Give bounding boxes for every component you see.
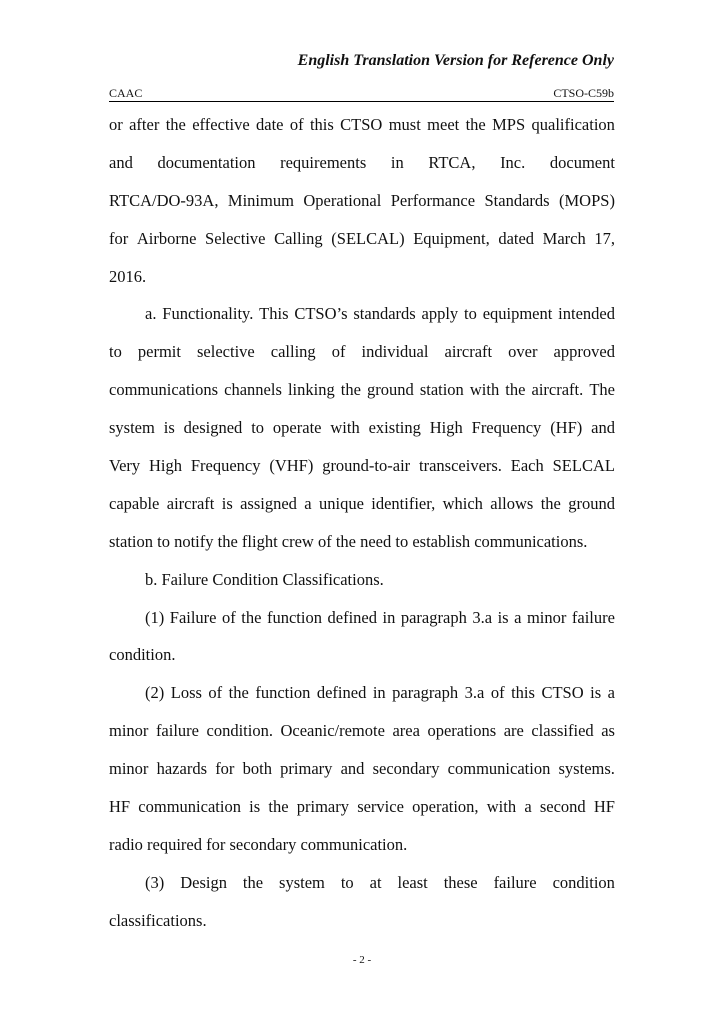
word: This [259, 304, 289, 324]
word: selective [197, 342, 255, 362]
text-line: station to notify the flight crew of the need to establish communications. [109, 531, 588, 551]
word: Frequency [190, 456, 261, 476]
word: secondary [372, 759, 440, 779]
word: to [340, 872, 354, 892]
page-number: - 2 - [352, 954, 372, 966]
word: classified [531, 721, 594, 741]
word: a [524, 797, 532, 817]
word: individual [361, 342, 429, 362]
word: are [503, 721, 524, 741]
word: equipment [482, 304, 553, 324]
word: Operational [303, 190, 382, 210]
word: March [542, 228, 586, 248]
word: of [222, 607, 236, 627]
word: capable [109, 493, 160, 513]
word: aircraft [166, 493, 215, 513]
word: date [256, 115, 284, 134]
word: permit [137, 342, 181, 362]
word: aircraft. [531, 380, 584, 400]
word: HF [593, 797, 615, 817]
word: in [390, 152, 404, 172]
word: to [464, 304, 477, 324]
text-line [109, 226, 615, 264]
word: as [601, 721, 615, 741]
word: area [392, 721, 420, 741]
word: and [340, 759, 365, 779]
word: designed [183, 418, 243, 438]
word: failure [155, 721, 199, 741]
word: hazards [156, 759, 207, 779]
word: Selective [205, 228, 266, 248]
text-line: condition. [109, 645, 176, 665]
word: RTCA/DO-93A, [109, 190, 219, 210]
word: CTSO’s [294, 304, 348, 324]
word: Minimum [227, 190, 294, 210]
word: the [268, 797, 289, 817]
body-text [109, 112, 615, 946]
word: for [109, 228, 129, 248]
word: Performance [390, 190, 476, 210]
word: CTSO [340, 115, 383, 134]
word: function [255, 683, 311, 703]
word: document [549, 152, 615, 172]
text-line [109, 680, 615, 718]
text-line [109, 150, 615, 188]
word: requirements [280, 152, 367, 172]
text-line: classifications. [109, 910, 207, 930]
word: ground-to-air [322, 456, 411, 476]
word: in [372, 683, 386, 703]
word: Loss [170, 683, 202, 703]
word: condition. [206, 721, 273, 741]
word: the [465, 115, 486, 134]
word: Calling [274, 228, 323, 248]
word: identifier, [371, 493, 436, 513]
word: both [242, 759, 272, 779]
word: defined [316, 683, 367, 703]
header-right: CTSO-C59b [553, 86, 614, 100]
word: communication [138, 797, 241, 817]
word: a [304, 493, 312, 513]
word: (2) [145, 683, 165, 703]
word: 3.a [464, 683, 485, 703]
word: second [539, 797, 586, 817]
word: this [309, 115, 334, 134]
word: for [215, 759, 235, 779]
word: (MOPS) [559, 190, 615, 210]
word: and [109, 152, 133, 172]
word: Equipment, [413, 228, 490, 248]
word: failure [571, 607, 615, 627]
word: Failure [169, 607, 217, 627]
word: 3.a [472, 607, 493, 627]
word: (VHF) [269, 456, 314, 476]
word: failure [493, 872, 537, 892]
word: of [289, 115, 304, 134]
word: is [590, 683, 602, 703]
word: system [279, 872, 325, 892]
text-line [109, 301, 615, 339]
word: communications [109, 380, 219, 400]
word: the [340, 380, 361, 400]
word: channels [224, 380, 282, 400]
word: communication [447, 759, 551, 779]
word: (1) [145, 607, 165, 627]
word: a [607, 683, 615, 703]
word: a. [145, 304, 157, 324]
word: operations [427, 721, 497, 741]
word: function [266, 607, 322, 627]
word: existing [368, 418, 421, 438]
text-line [109, 377, 615, 415]
text-line: b. Failure Condition Classifications. [145, 569, 384, 589]
word: assigned [240, 493, 297, 513]
word: which [442, 493, 483, 513]
word: minor [109, 759, 149, 779]
word: Inc. [500, 152, 526, 172]
word: paragraph [400, 607, 467, 627]
word: dated [498, 228, 535, 248]
text-line [109, 718, 615, 756]
word: qualification [531, 115, 615, 134]
word: Design [180, 872, 227, 892]
text-line [109, 453, 615, 491]
word: aircraft [444, 342, 493, 362]
word: station [419, 380, 464, 400]
word: operation, [412, 797, 479, 817]
word: (HF) [550, 418, 583, 438]
word: linking [287, 380, 335, 400]
word: The [589, 380, 615, 400]
word: with [330, 418, 360, 438]
word: is [221, 493, 233, 513]
word: documentation [157, 152, 256, 172]
word: is [163, 418, 175, 438]
word: the [165, 115, 186, 134]
text-line [109, 491, 615, 529]
word: at [369, 872, 382, 892]
word: after [129, 115, 160, 134]
word: High [149, 456, 182, 476]
text-line [109, 339, 615, 377]
header-left: CAAC [109, 86, 143, 100]
word: the [241, 607, 262, 627]
word: calling [270, 342, 316, 362]
word: unique [318, 493, 364, 513]
word: Frequency [471, 418, 542, 438]
word: (3) [145, 872, 165, 892]
word: Oceanic/remote [280, 721, 385, 741]
word: and [591, 418, 615, 438]
word: is [497, 607, 509, 627]
word: operate [272, 418, 322, 438]
text-line [109, 415, 615, 453]
word: of [490, 683, 505, 703]
word: defined [327, 607, 377, 627]
word: Airborne [136, 228, 197, 248]
word: primary [280, 759, 333, 779]
word: the [228, 683, 249, 703]
text-line: radio required for secondary communication. [109, 834, 408, 854]
word: a [514, 607, 522, 627]
word: with [486, 797, 517, 817]
word: is [249, 797, 261, 817]
translation-banner: English Translation Version for Reference Only [297, 52, 614, 69]
running-header [109, 87, 614, 102]
word: minor [109, 721, 149, 741]
word: the [505, 380, 526, 400]
text-line [109, 870, 615, 908]
word: condition [552, 872, 615, 892]
word: must [388, 115, 421, 134]
word: ground [568, 493, 615, 513]
word: primary [296, 797, 349, 817]
word: of [331, 342, 346, 362]
word: system [109, 418, 155, 438]
word: 17, [594, 228, 615, 248]
word: transceivers. [419, 456, 502, 476]
text-line [109, 756, 615, 794]
word: to [109, 342, 122, 362]
word: standards [353, 304, 416, 324]
word: with [469, 380, 500, 400]
word: service [357, 797, 404, 817]
word: to [251, 418, 265, 438]
word: systems. [558, 759, 615, 779]
word: allows [490, 493, 534, 513]
word: of [208, 683, 223, 703]
word: Standards [484, 190, 550, 210]
text-line: 2016. [109, 266, 147, 286]
word: HF [109, 797, 131, 817]
word: or [109, 115, 123, 134]
text-line [109, 188, 615, 226]
word: CTSO [541, 683, 584, 703]
word: the [242, 872, 264, 892]
word: least [397, 872, 428, 892]
word: effective [192, 115, 250, 134]
word: intended [558, 304, 615, 324]
word: (SELCAL) [331, 228, 405, 248]
word: in [382, 607, 396, 627]
text-line [109, 794, 615, 832]
word: RTCA, [428, 152, 476, 172]
word: meet [427, 115, 460, 134]
text-line [109, 605, 615, 643]
word: Very [109, 456, 141, 476]
word: approved [553, 342, 615, 362]
word: minor [526, 607, 567, 627]
word: High [429, 418, 463, 438]
word: Each [510, 456, 544, 476]
word: over [508, 342, 538, 362]
word: paragraph [392, 683, 459, 703]
word: these [443, 872, 478, 892]
word: this [511, 683, 535, 703]
word: ground [367, 380, 414, 400]
word: SELCAL [552, 456, 615, 476]
text-line [109, 112, 615, 150]
word: the [540, 493, 561, 513]
word: Functionality. [162, 304, 254, 324]
word: apply [421, 304, 459, 324]
word: MPS [492, 115, 526, 134]
